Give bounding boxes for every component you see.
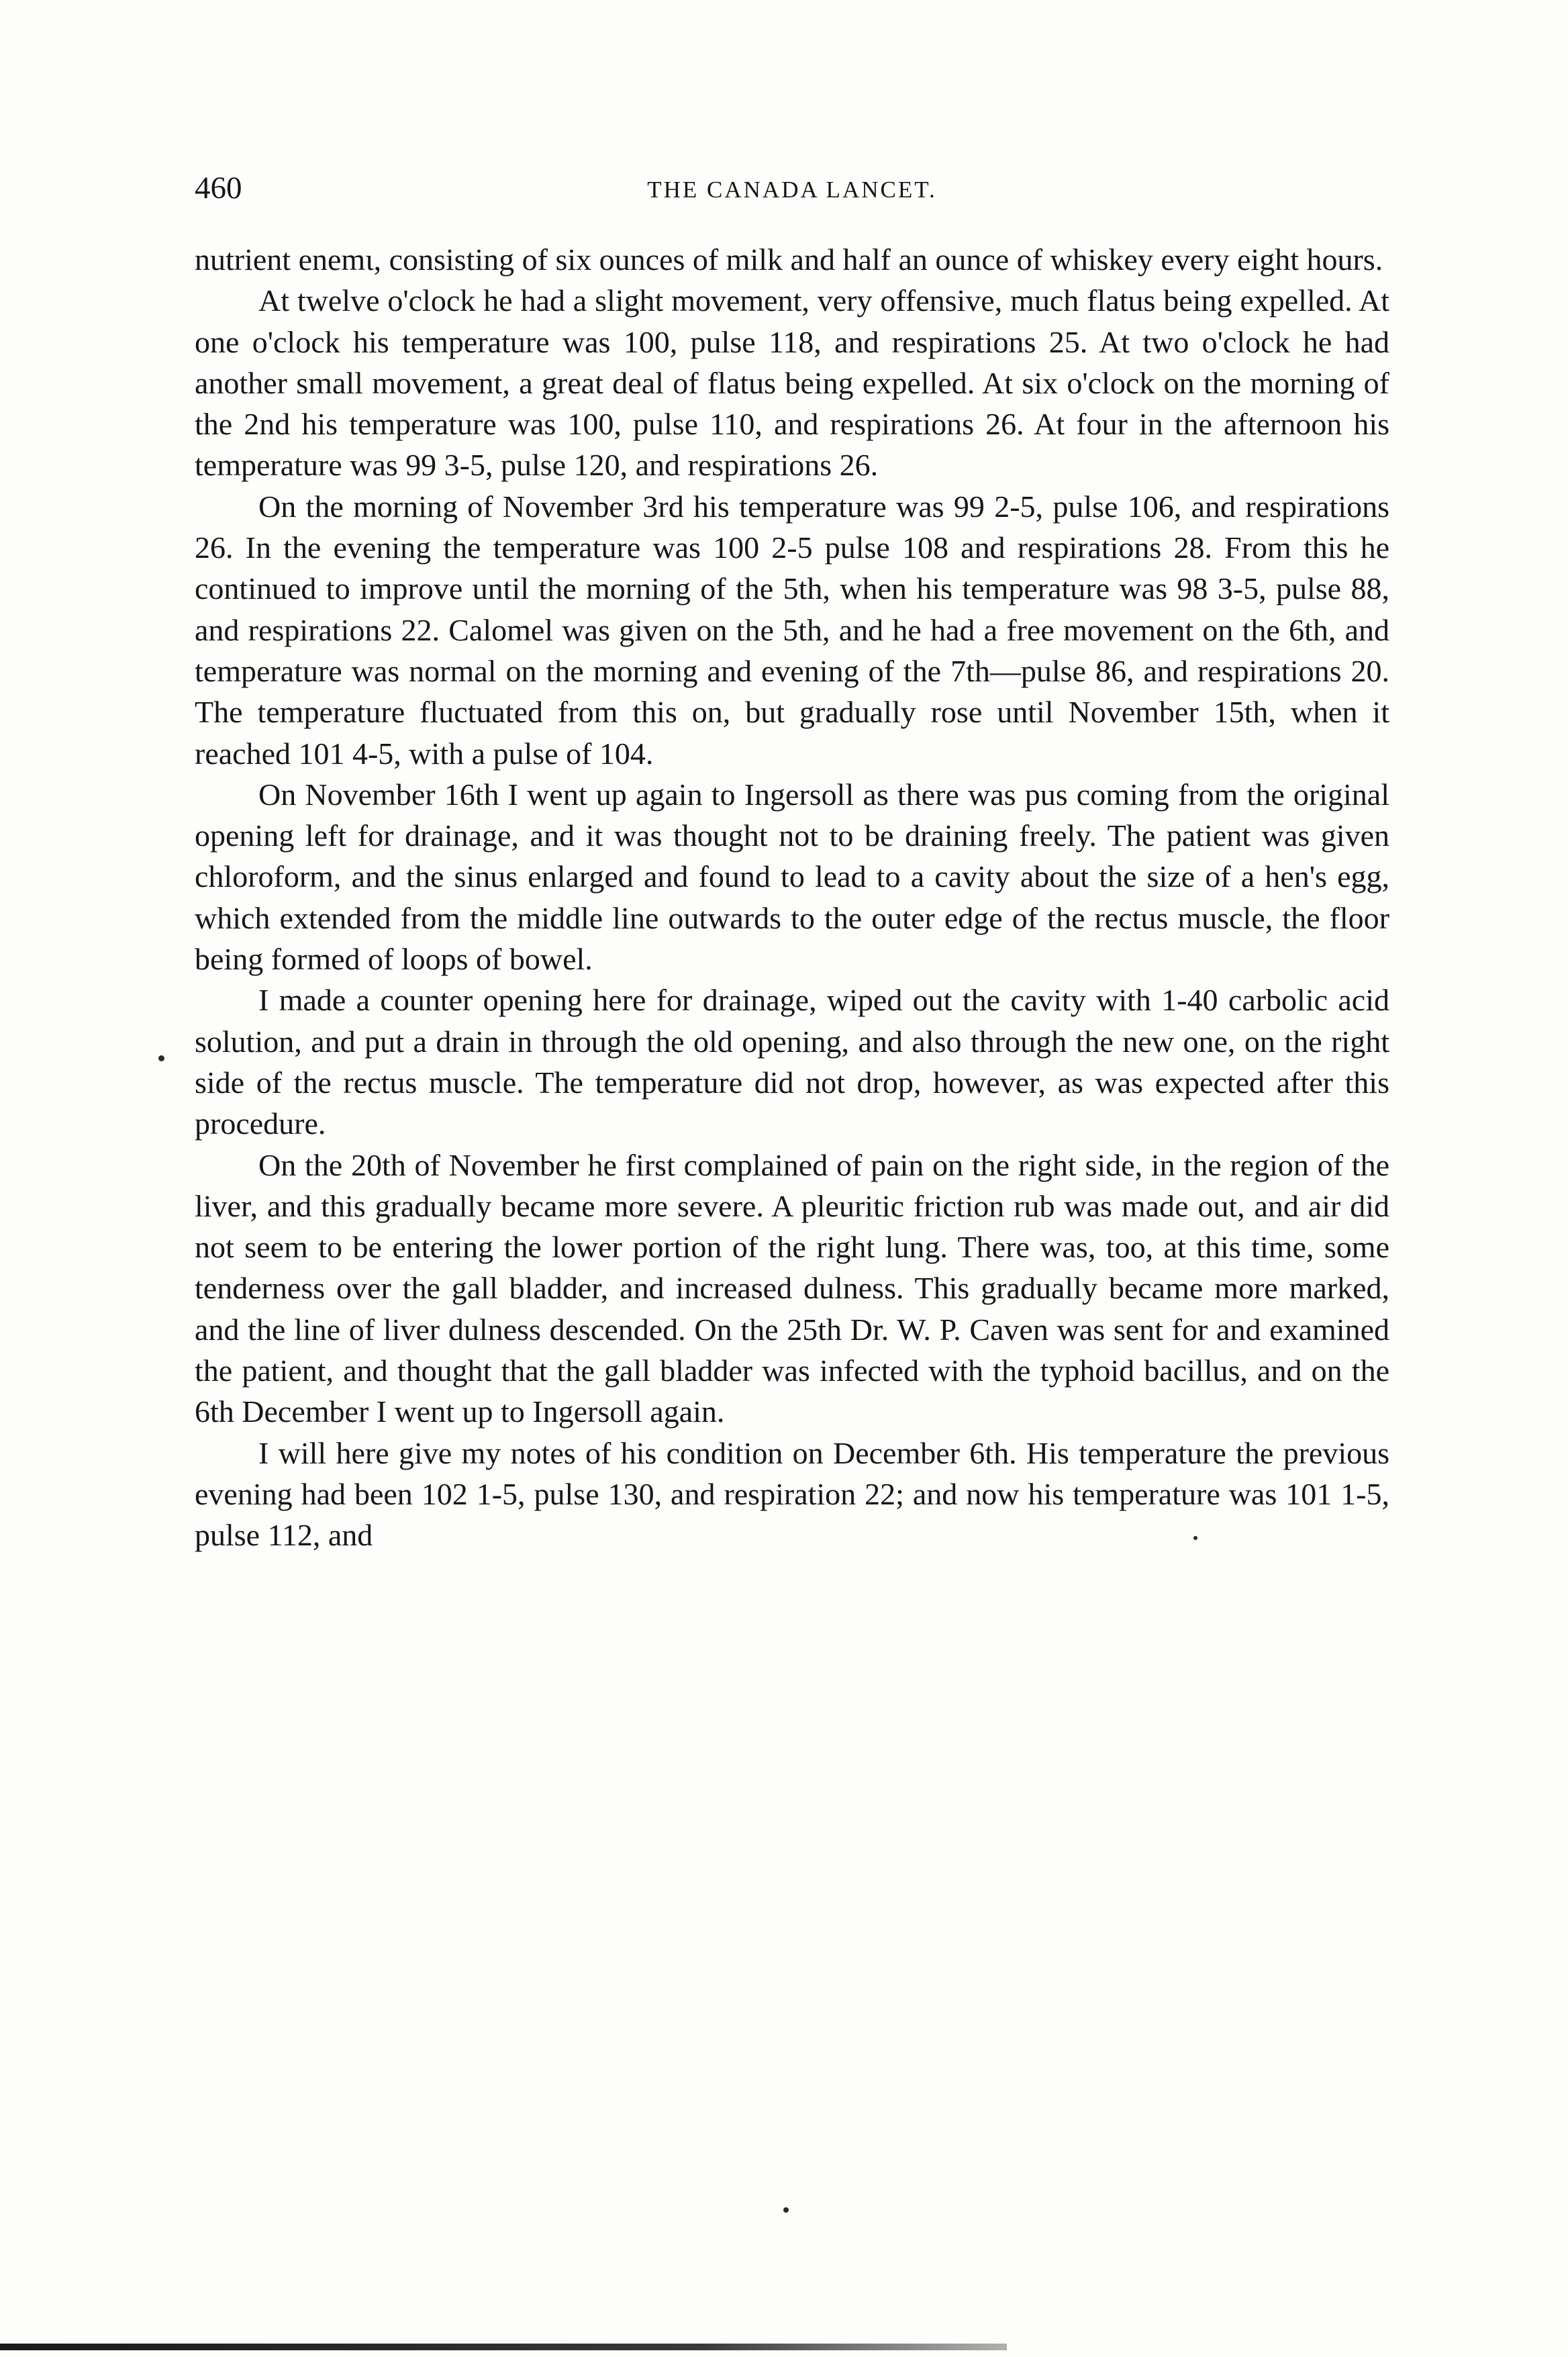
page-header	[195, 169, 1389, 212]
scan-speck	[1193, 1536, 1197, 1540]
paragraph: On November 16th I went up again to Ingersoll as there was pus coming from the original opening left for drainage, and it was thought not to be draining freely. The patient was given chloroform, and the sinus enlarged and found to lead to a cavity about the size of a hen's egg, which extended from the middle line outwards to the outer edge of the rectus muscle, the floor being formed of loops of bowel.	[195, 777, 1389, 977]
paragraph: I made a counter opening here for drainage, wiped out the cavity with 1-40 carbolic acid solution, and put a drain in through the old opening, and also through the new one, on the right side of the rectus muscle. The temperature did not drop, however, as was expected after this procedure.	[195, 983, 1389, 1141]
paragraph: On the morning of November 3rd his temperature was 99 2-5, pulse 106, and respirations 26. In the evening the temperature was 100 2-5 pulse 108 and respirations 28. From this he continued to improve until the morning of the 5th, when his temperature was 98 3-5, pulse 88, and respirations 22. Calomel was given on the 5th, and he had a free movement on the 6th, and temperature was normal on the morning and evening of the 7th—pulse 86, and respirations 20. The temperature fluctuated from this on, but gradually rose until November 15th, when it reached 101 4-5, with a pulse of 104.	[195, 489, 1389, 771]
scan-speck	[158, 1055, 164, 1061]
body-text	[195, 239, 1389, 1556]
scan-speck	[783, 2207, 789, 2213]
paragraph: nutrient enemɩ, consisting of six ounces of milk and half an ounce of whiskey every eight hours.	[195, 242, 1383, 277]
paragraph: On the 20th of November he first complained of pain on the right side, in the region of the liver, and this gradually became more severe. A pleuritic friction rub was made out, and air did not seem to be entering the lower portion of the right lung. There was, too, at this time, some tenderness over the gall bladder, and increased dulness. This gradually became more marked, and the line of liver dulness descended. On the 25th Dr. W. P. Caven was sent for and examined the patient, and thought that the gall bladder was infected with the typhoid bacillus, and on the 6th December I went up to Ingersoll again.	[195, 1147, 1389, 1429]
paragraph: At twelve o'clock he had a slight movement, very offensive, much flatus being expelled. At one o'clock his temperature was 100, pulse 118, and respirations 25. At two o'clock he had another small movement, a great deal of flatus being expelled. At six o'clock on the morning of the 2nd his temperature was 100, pulse 110, and respirations 26. At four in the afternoon his temperature was 99 3-5, pulse 120, and respirations 26.	[195, 283, 1389, 483]
running-title: THE CANADA LANCET.	[647, 177, 937, 203]
scan-bottom-edge	[0, 2344, 1007, 2350]
paragraph: I will here give my notes of his condition on December 6th. His temperature the previous evening had been 102 1-5, pulse 130, and respiration 22; and now his temperature was 101 1-5, pulse 112, and	[195, 1435, 1389, 1553]
page-number: 460	[195, 171, 242, 205]
